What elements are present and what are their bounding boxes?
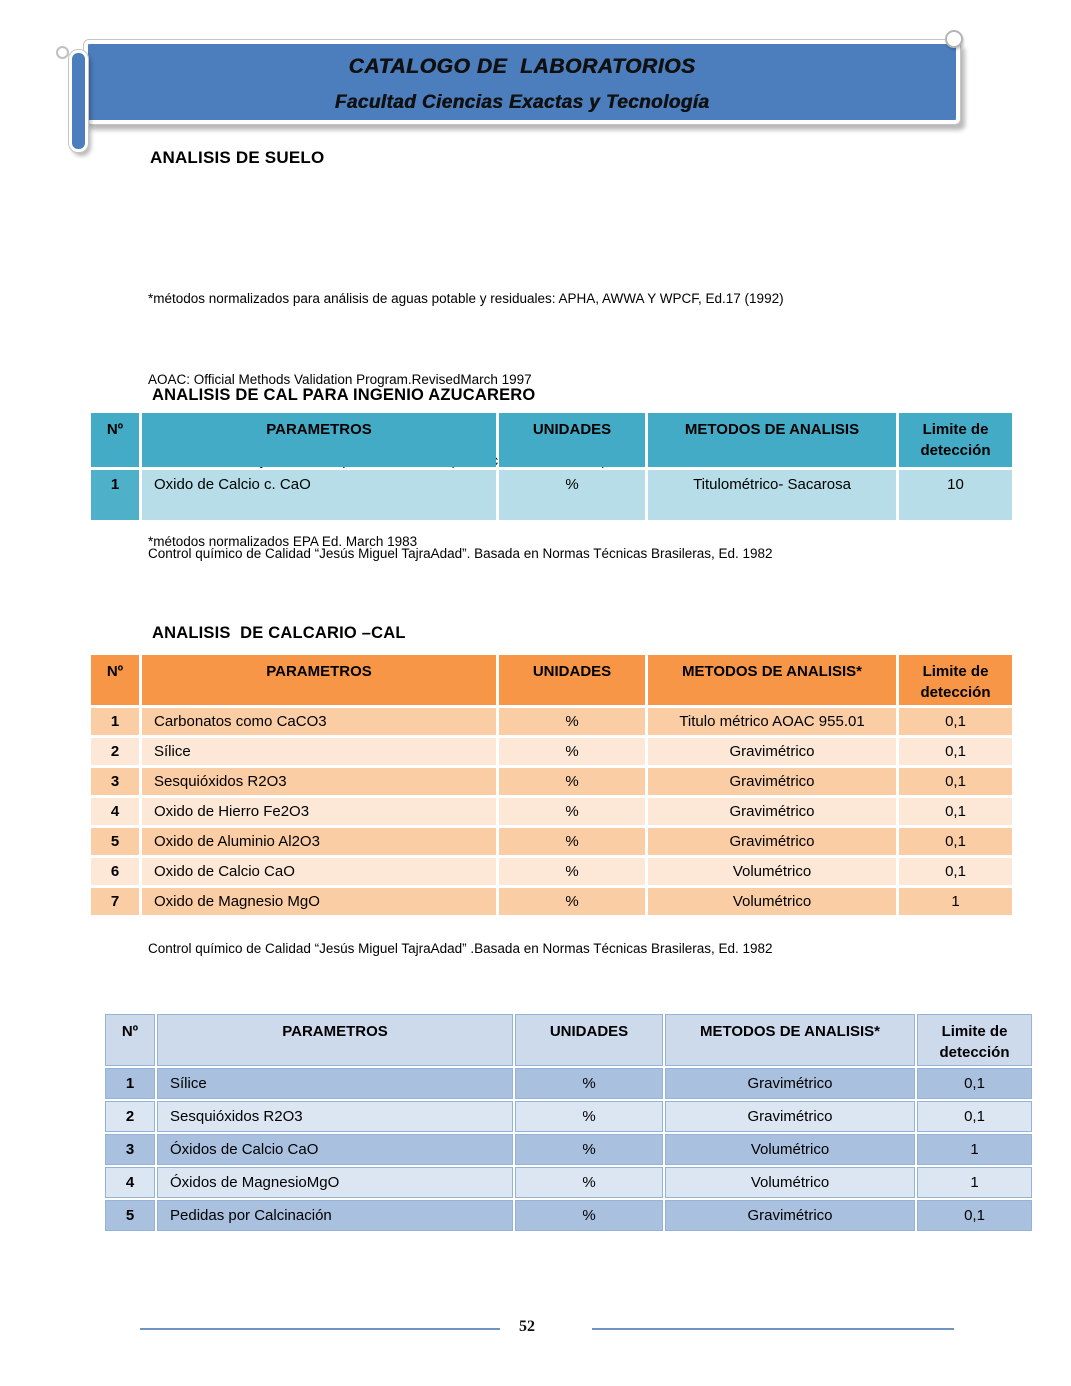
data-cell: 0,1 [899, 738, 1012, 765]
column-header: Nº [105, 1014, 155, 1066]
data-cell: Óxidos de MagnesioMgO [157, 1167, 513, 1198]
scroll-left-bar-icon [69, 50, 88, 152]
data-cell: 0,1 [899, 768, 1012, 795]
table-row [105, 1134, 1032, 1165]
scroll-right-curl-icon [945, 30, 963, 48]
table-header-row [91, 655, 1012, 705]
data-cell: % [499, 768, 645, 795]
data-cell: 1 [899, 888, 1012, 915]
note-line: *métodos normalizados EPA Ed. March 1983 [148, 534, 418, 549]
column-header: Nº [91, 413, 139, 467]
column-header: PARAMETROS [157, 1014, 513, 1066]
table-row [105, 1200, 1032, 1231]
footer-rule-right [592, 1328, 954, 1330]
row-number-cell: 4 [91, 798, 139, 825]
data-cell: 0,1 [917, 1101, 1032, 1132]
table-row [91, 828, 1012, 855]
data-cell: % [499, 708, 645, 735]
table-cal-ingenio [88, 410, 1015, 523]
table-row [105, 1101, 1032, 1132]
row-number-cell: 5 [91, 828, 139, 855]
data-cell: Sesquióxidos R2O3 [142, 768, 496, 795]
data-cell: Pedidas por Calcinación [157, 1200, 513, 1231]
table-row [91, 858, 1012, 885]
table-header-row [91, 413, 1012, 467]
column-header: METODOS DE ANALISIS* [665, 1014, 915, 1066]
data-cell: 0,1 [899, 828, 1012, 855]
control-note-2: Control químico de Calidad “Jesús Miguel TajraAdad” .Basada en Normas Técnicas Brasileras, Ed. 1982 [148, 941, 773, 956]
column-header: METODOS DE ANALISIS* [648, 655, 896, 705]
data-cell: % [499, 738, 645, 765]
row-number-cell: 3 [105, 1134, 155, 1165]
row-number-cell: 1 [91, 708, 139, 735]
data-cell: Volumétrico [648, 858, 896, 885]
data-cell: % [515, 1200, 663, 1231]
column-header: UNIDADES [499, 655, 645, 705]
note-line: AOAC: Official Methods Validation Program.RevisedMarch 1997 [148, 372, 532, 387]
data-cell: 0,1 [917, 1200, 1032, 1231]
column-header: UNIDADES [515, 1014, 663, 1066]
data-cell: Gravimétrico [648, 798, 896, 825]
heading-analisis-calcario: ANALISIS DE CALCARIO –CAL [152, 624, 406, 642]
data-cell: Titulo métrico AOAC 955.01 [648, 708, 896, 735]
data-cell: % [515, 1167, 663, 1198]
table-header-row [105, 1014, 1032, 1066]
column-header: PARAMETROS [142, 413, 496, 467]
table-calcario-cal [88, 652, 1015, 918]
table-row [91, 798, 1012, 825]
data-cell: Oxido de Aluminio Al2O3 [142, 828, 496, 855]
data-cell: % [499, 798, 645, 825]
heading-analisis-cal: ANALISIS DE CAL PARA INGENIO AZUCARERO [152, 386, 536, 404]
data-cell: Titulométrico- Sacarosa [648, 470, 896, 520]
data-cell: % [499, 828, 645, 855]
data-cell: 0,1 [899, 798, 1012, 825]
data-cell: 1 [917, 1167, 1032, 1198]
column-header: Nº [91, 655, 139, 705]
data-cell: Gravimétrico [648, 828, 896, 855]
data-cell: Sílice [157, 1068, 513, 1099]
data-cell: Volumétrico [665, 1167, 915, 1198]
table-row [91, 738, 1012, 765]
column-header: Limite de detección [899, 655, 1012, 705]
data-cell: Gravimétrico [648, 768, 896, 795]
data-cell: % [515, 1101, 663, 1132]
data-cell: % [499, 888, 645, 915]
row-number-cell: 6 [91, 858, 139, 885]
data-cell: Oxido de Calcio CaO [142, 858, 496, 885]
table-row [91, 470, 1012, 520]
table-row [91, 708, 1012, 735]
data-cell: 10 [899, 470, 1012, 520]
data-cell: % [515, 1068, 663, 1099]
row-number-cell: 2 [91, 738, 139, 765]
data-cell: % [499, 858, 645, 885]
catalog-title: CATALOGO DE LABORATORIOS [348, 55, 696, 78]
data-cell: 1 [917, 1134, 1032, 1165]
table-row [91, 888, 1012, 915]
title-banner [84, 40, 960, 124]
column-header: METODOS DE ANALISIS [648, 413, 896, 467]
row-number-cell: 1 [105, 1068, 155, 1099]
data-cell: % [515, 1134, 663, 1165]
data-cell: Gravimétrico [665, 1101, 915, 1132]
data-cell: Oxido de Calcio c. CaO [142, 470, 496, 520]
page-number: 52 [519, 1318, 535, 1335]
control-note-1: Control químico de Calidad “Jesús Miguel TajraAdad”. Basada en Normas Técnicas Brasileras, Ed. 1982 [148, 546, 773, 561]
faculty-subtitle: Facultad Ciencias Exactas y Tecnología [334, 92, 710, 113]
data-cell: Volumétrico [648, 888, 896, 915]
row-number-cell: 7 [91, 888, 139, 915]
data-cell: 0,1 [899, 858, 1012, 885]
footer-rule-left [140, 1328, 500, 1330]
data-cell: 0,1 [899, 708, 1012, 735]
note-line: *métodos normalizados para análisis de aguas potable y residuales: APHA, AWWA Y WPCF, Ed.17 (1992) [148, 291, 784, 306]
row-number-cell: 4 [105, 1167, 155, 1198]
table-calcario-secondary [103, 1012, 1034, 1233]
data-cell: Oxido de Hierro Fe2O3 [142, 798, 496, 825]
data-cell: Oxido de Magnesio MgO [142, 888, 496, 915]
column-header: Limite de detección [917, 1014, 1032, 1066]
table-row [105, 1068, 1032, 1099]
data-cell: Gravimétrico [665, 1200, 915, 1231]
scroll-left-curl-icon [56, 46, 69, 59]
data-cell: Carbonatos como CaCO3 [142, 708, 496, 735]
data-cell: Gravimétrico [648, 738, 896, 765]
row-number-cell: 2 [105, 1101, 155, 1132]
row-number-cell: 5 [105, 1200, 155, 1231]
data-cell: Volumétrico [665, 1134, 915, 1165]
data-cell: % [499, 470, 645, 520]
heading-analisis-suelo: ANALISIS DE SUELO [150, 148, 325, 167]
table-row [91, 768, 1012, 795]
data-cell: Óxidos de Calcio CaO [157, 1134, 513, 1165]
table-row [105, 1167, 1032, 1198]
data-cell: 0,1 [917, 1068, 1032, 1099]
column-header: Limite de detección [899, 413, 1012, 467]
data-cell: Gravimétrico [665, 1068, 915, 1099]
row-number-cell: 3 [91, 768, 139, 795]
row-number-cell: 1 [91, 470, 139, 520]
column-header: PARAMETROS [142, 655, 496, 705]
column-header: UNIDADES [499, 413, 645, 467]
data-cell: Sílice [142, 738, 496, 765]
data-cell: Sesquióxidos R2O3 [157, 1101, 513, 1132]
